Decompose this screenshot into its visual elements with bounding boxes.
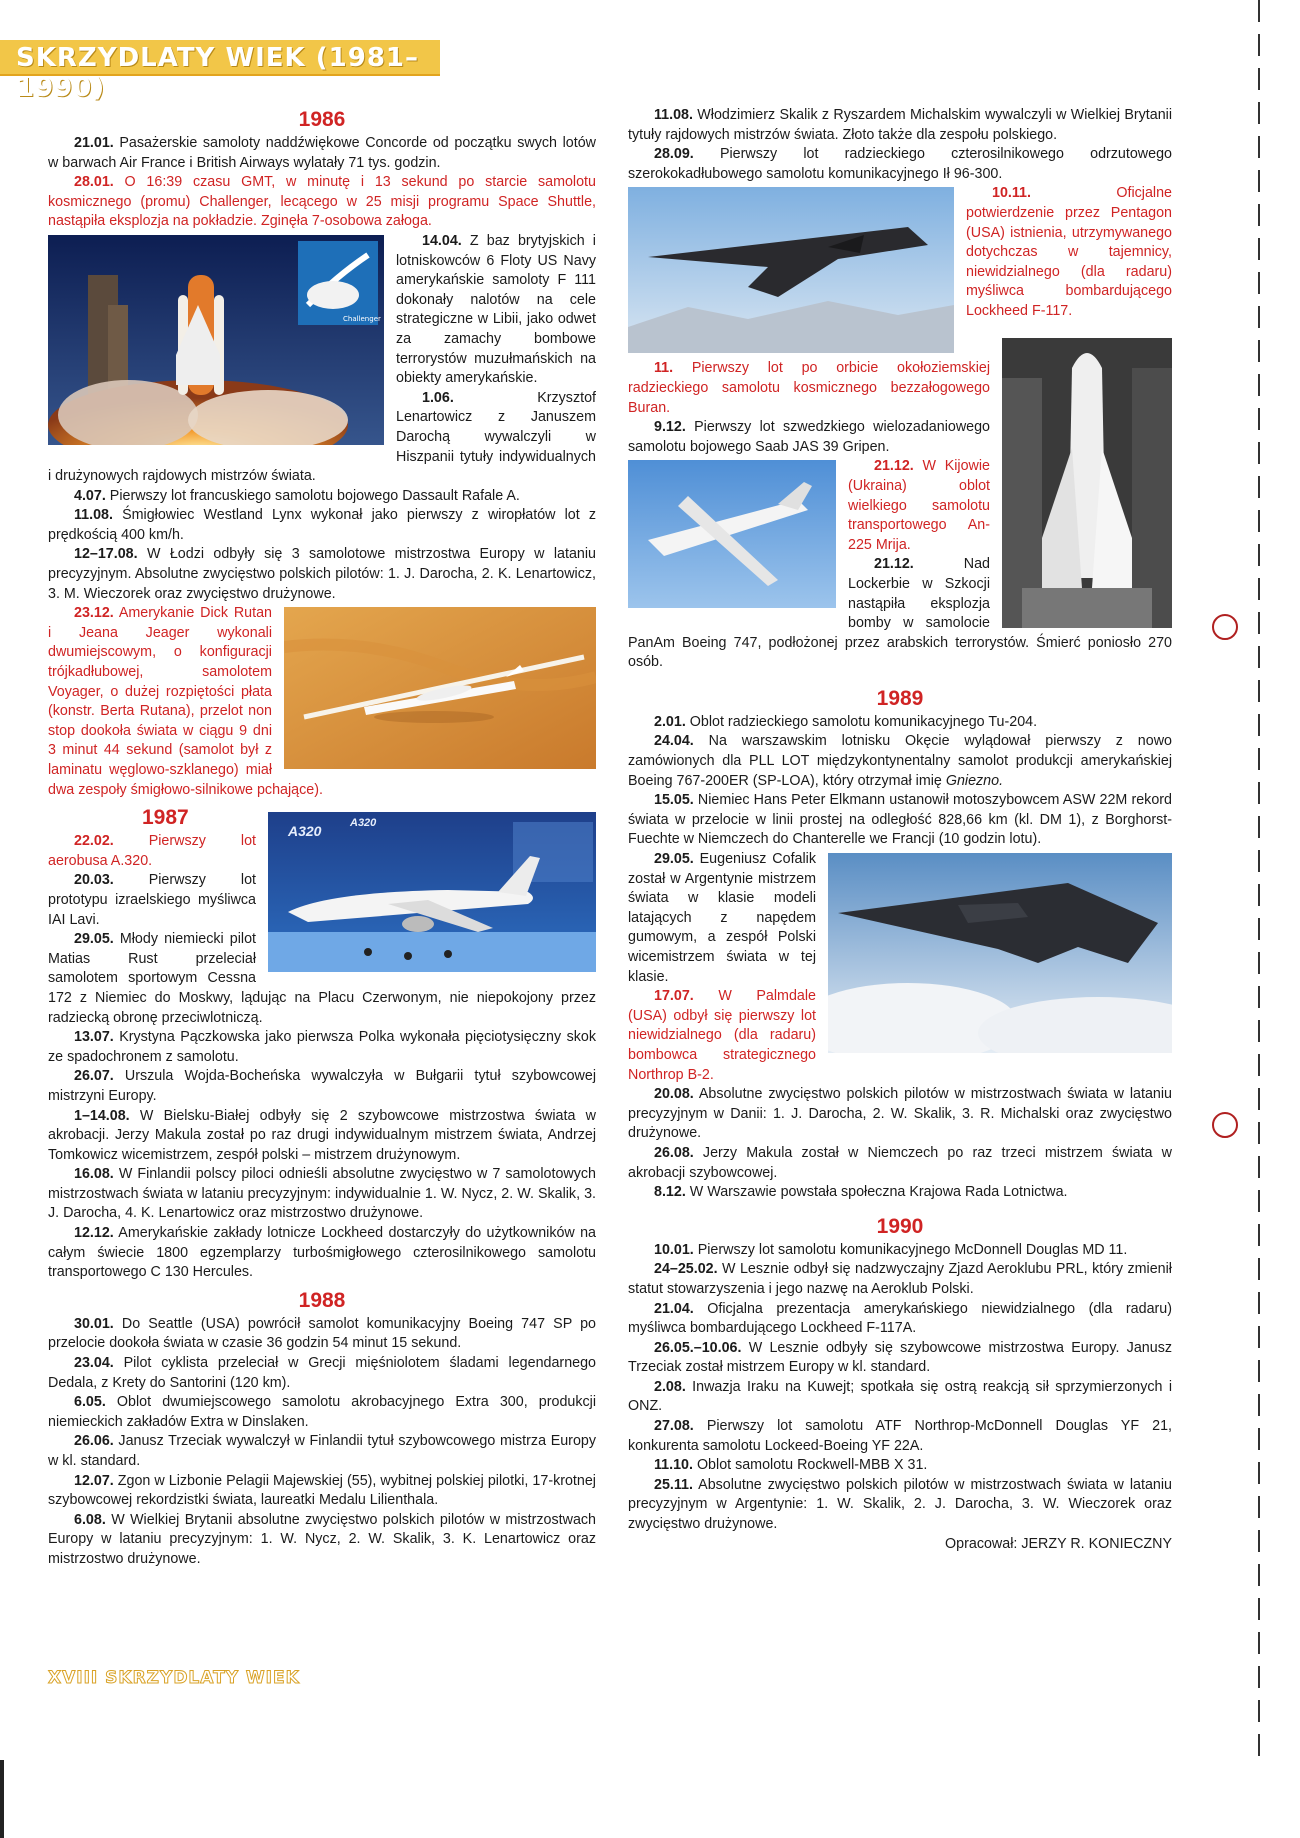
left-column <box>48 102 596 1570</box>
entry: 24–25.02. W Lesznie odbył się nadzwyczajny Zjazd Aeroklubu PRL, który zmienił statut stowarzyszenia i jego nazwę na Aeroklub Polski. <box>628 1261 1172 1297</box>
entry: 28.09. Pierwszy lot radzieckiego czterosilnikowego odrzutowego szerokokadłubowego samolotu komunikacyjnego Ił 96-300. <box>628 146 1172 182</box>
entry: 21.12. W Kijowie (Ukraina) oblot wielkiego samolotu transportowego An-225 Mrija. <box>848 458 990 553</box>
entry: 30.01. Do Seattle (USA) powrócił samolot komunikacyjny Boeing 747 SP po przelocie dookoła świata w czasie 36 godzin 54 minut 15 sekund. <box>48 1315 596 1352</box>
hangar-sign-2: A320 <box>350 817 377 830</box>
entry: 29.05. Eugeniusz Cofalik został w Argentynie mistrzem świata w klasie modeli latających z napędem gumowym, a zespół Polski wicemistrzem świata w tej klasie. <box>628 851 816 985</box>
entry: 17.07. W Palmdale (USA) odbył się pierwszy lot niewidzialnego (dla radaru) bombowca strategicznego Northrop B-2. <box>628 988 816 1083</box>
entry: 29.05. Młody niemiecki pilot Matias Rust przeleciał samolotem sportowym Cessna 172 z Niemiec do Moskwy, lądując na Placu Czerwonym, nie niepokojony przez radziecką obronę przeciwlotniczą. <box>48 931 596 1026</box>
entry: 11.10. Oblot samolotu Rockwell-MBB X 31. <box>654 1457 928 1474</box>
author-credit: Opracował: JERZY R. KONIECZNY <box>945 1535 1172 1552</box>
entry: 22.02. Pierwszy lot aerobusa A.320. <box>48 833 256 869</box>
a320-photo <box>268 812 596 972</box>
entry: 1–14.08. W Bielsku-Białej odbyły się 2 szybowcowe mistrzostwa świata w akrobacji. Jerzy Makula został po raz drugi indywidualnym mistrzem świata, Andrzej Tomkowicz wicemistrzem, zespół polski – mistrzem drużynowym. <box>48 1107 596 1163</box>
entry: 23.04. Pilot cyklista przeleciał w Grecji mięśniolotem śladami legendarnego Dedala, z Krety do Santorini (120 km). <box>48 1355 596 1391</box>
footer-magazine-name: SKRZYDLATY WIEK <box>105 1668 300 1688</box>
section-banner <box>0 40 440 103</box>
photo-caption-label: Challenger <box>343 314 381 323</box>
entry: 25.11. Absolutne zwycięstwo polskich pilotów w mistrzostwach świata w lataniu precyzyjnym w Argentynie: 1. W. Skalik, 2. J. Darocha, 3. W. Wieczorek oraz zwycięstwo drużynowe. <box>628 1476 1172 1533</box>
page-number: XVIII <box>48 1668 99 1688</box>
entry: 27.08. Pierwszy lot samolotu ATF Northrop-McDonnell Douglas YF 21, konkurenta samolotu Lockeed-Boeing YF 22A. <box>628 1418 1172 1454</box>
entry: 10.01. Pierwszy lot samolotu komunikacyjnego McDonnell Douglas MD 11. <box>654 1241 1128 1258</box>
year-heading-1989: 1989 <box>876 686 924 710</box>
entry: 12.07. Zgon w Lizbonie Pelagii Majewskiej (55), wybitnej polskiej pilotki, 17-krotnej szybowcowej rekordzistki świata, laureatki Medalu Lilienthala. <box>48 1472 596 1509</box>
entry: 6.08. W Wielkiej Brytanii absolutne zwycięstwo polskich pilotów w mistrzostwach Europy w lataniu precyzyjnym: 1. W. Nycz, 2. W. Skalik, 3. K. Lenartowicz oraz mistrzostwo drużynowe. <box>48 1511 596 1567</box>
an225-photo <box>628 460 836 608</box>
entry: 12.12. Amerykańskie zakłady lotnicze Lockheed dostarczyły do użytkowników na całym świecie 1800 egzemplarzy turbośmigłowego czterosilnikowego samolotu transportowego C 130 Hercules. <box>48 1225 596 1281</box>
buran-photo <box>1002 338 1172 628</box>
voyager-photo <box>284 607 596 769</box>
b2-photo <box>828 853 1172 1053</box>
entry: 8.12. W Warszawie powstała społeczna Krajowa Rada Lotnictwa. <box>654 1184 1068 1201</box>
page-footer <box>48 1668 300 1688</box>
entry: 11.08. Śmigłowiec Westland Lynx wykonał jako pierwszy z wiropłatów lot z prędkością 400 km/h. <box>48 507 596 543</box>
entry: 2.01. Oblot radzieckiego samolotu komunikacyjnego Tu-204. <box>654 713 1038 730</box>
entry: 26.05.–10.06. W Lesznie odbyły się szybowcowe mistrzostwa Europy. Janusz Trzeciak został mistrzem Europy w kl. standard. <box>628 1339 1172 1376</box>
entry: 26.06. Janusz Trzeciak wywalczył w Finlandii tytuł szybowcowego mistrza Europy w kl. standard. <box>48 1433 596 1469</box>
entry: 9.12. Pierwszy lot szwedzkiego wielozadaniowego samolotu bojowego Saab JAS 39 Gripen. <box>628 419 990 455</box>
entry: 12–17.08. W Łodzi odbyły się 3 samolotowe mistrzostwa Europy w lataniu precyzyjnym. Absolutne zwycięstwo polskich pilotów: 1. J. Darocha, 2. K. Lenartowicz, 3. M. Wieczorek oraz zwycięstwo drużynowe. <box>48 546 596 602</box>
binder-hole <box>1212 1112 1238 1138</box>
year-heading-1987: 1987 <box>142 806 189 830</box>
year-heading-1986: 1986 <box>298 108 346 131</box>
entry: 10.11. Oficjalne potwierdzenie przez Pentagon (USA) istnienia, utrzymywanego dotychczas w tajemnicy, niewidzialnego (dla radaru) myśliwca bombardującego Lockheed F-117. <box>966 185 1172 319</box>
entry: 11. Pierwszy lot po orbicie okołoziemskiej radzieckiego samolotu kosmicznego bezzałogowego Buran. <box>628 360 990 416</box>
binder-hole <box>1212 614 1238 640</box>
entry: 14.04. Z baz brytyjskich i lotniskowców 6 Floty US Navy amerykańskie samoloty F 111 dokonały nalotów na cele strategiczne w Libii, jako odwet za zamachy bombowe terrorystów muzułmańskich na obiekty amerykańskie. <box>396 232 596 387</box>
entry: 1.06. Krzysztof Lenartowicz z Januszem Darochą wywalczyli w Hiszpanii tytuły indywidualnych i drużynowych rajdowych mistrzów świata. <box>48 389 596 485</box>
entry: 15.05. Niemiec Hans Peter Elkmann ustanowił motoszybowcem ASW 22M rekord świata w przelocie w linii prostej na odległość 828,66 km (kl. DM 1), z Borghorst-Fuechte w Niemczech do Chanterelle we Francji (10 godzin lotu). <box>628 792 1172 848</box>
page-edge <box>0 1760 4 1838</box>
entry: 21.04. Oficjalna prezentacja amerykańskiego niewidzialnego (dla radaru) myśliwca bombardującego Lockheed F-117A. <box>628 1300 1172 1337</box>
f117-photo <box>628 187 954 353</box>
entry: 26.08. Jerzy Makula został w Niemczech po raz trzeci mistrzem świata w akrobacji szybowcowej. <box>628 1144 1172 1181</box>
challenger-launch-photo <box>48 235 384 445</box>
margin-rule <box>1258 0 1260 1760</box>
entry: 16.08. W Finlandii polscy piloci odnieśli absolutne zwycięstwo w 7 samolotowych mistrzostwach świata w lataniu precyzyjnym: indywidualnie 1. W. Nycz, 2. W. Skalik, 3. J. Darocha, 4. K. Lenartowicz oraz mistrzostwo drużynowe. <box>48 1166 596 1222</box>
entry: 11.08. Włodzimierz Skalik z Ryszardem Michalskim wywalczyli w Wielkiej Brytanii tytuły rajdowych mistrzów świata. Złoto także dla zespołu polskiego. <box>628 107 1172 143</box>
right-column <box>628 106 1172 1554</box>
section-title: SKRZYDLATY WIEK (1981–1990) <box>16 43 419 103</box>
entry: 23.12. Amerykanie Dick Rutan i Jeana Jeager wykonali dwumiejscowym, o konfiguracji trójkadłubowej, samolotem Voyager, o dużej rozpiętości płata (konstr. Berta Rutana), przelot non stop dookoła świata w ciągu 9 dni 3 minut 44 sekund (samolot był z laminatu węglowo-szklanego) miał dwa zespoły śmigłowo-silnikowe pchające). <box>48 605 323 798</box>
entry: 20.08. Absolutne zwycięstwo polskich pilotów w mistrzostwach świata w lataniu precyzyjnym w Danii: 1. J. Darocha, 2. W. Skalik, 3. R. Michalski oraz zwycięstwo drużynowe. <box>628 1086 1172 1142</box>
entry: 20.03. Pierwszy lot prototypu izraelskiego myśliwca IAI Lavi. <box>48 872 256 928</box>
entry: 21.12. Nad Lockerbie w Szkocji nastąpiła eksplozja bomby w samolocie PanAm Boeing 747, podłożonej przez arabskich terrorystów. Śmierć poniosło 270 osób. <box>628 556 1172 671</box>
entry: 21.01. Pasażerskie samoloty naddźwiękowe Concorde od początku swych lotów w barwach Air France i British Airways wylatały 71 tys. godzin. <box>48 135 596 171</box>
entry: 24.04. Na warszawskim lotnisku Okęcie wylądował pierwszy z nowo zamówionych dla PLL LOT międzykontynentalny samolot produkcji amerykańskiej Boeing 767-200ER (SP-LOA), który otrzymał imię Gniezno. <box>628 733 1172 789</box>
year-heading-1990: 1990 <box>876 1214 924 1238</box>
entry: 2.08. Inwazja Iraku na Kuwejt; spotkała się ostrą reakcją sił sprzymierzonych i ONZ. <box>628 1378 1172 1415</box>
entry: 13.07. Krystyna Pączkowska jako pierwsza Polka wykonała pięciotysięczny skok ze spadochronem z samolotu. <box>48 1029 596 1065</box>
hangar-sign-1: A320 <box>288 823 322 840</box>
entry: 6.05. Oblot dwumiejscowego samolotu akrobacyjnego Extra 300, produkcji niemieckich zakładów Extra w Dinslaken. <box>48 1394 596 1430</box>
entry: 4.07. Pierwszy lot francuskiego samolotu bojowego Dassault Rafale A. <box>74 487 520 504</box>
year-heading-1988: 1988 <box>298 1288 346 1312</box>
entry: 28.01. O 16:39 czasu GMT, w minutę i 13 sekund po starcie samolotu kosmicznego (promu) Challenger, lecącego w 25 misji programu Space Shuttle, nastąpiła eksplozja na pokładzie. Zginęła 7-osobowa załoga. <box>48 174 596 230</box>
entry: 26.07. Urszula Wojda-Bocheńska wywalczyła w Bułgarii tytuł szybowcowej mistrzyni Europy. <box>48 1068 596 1104</box>
